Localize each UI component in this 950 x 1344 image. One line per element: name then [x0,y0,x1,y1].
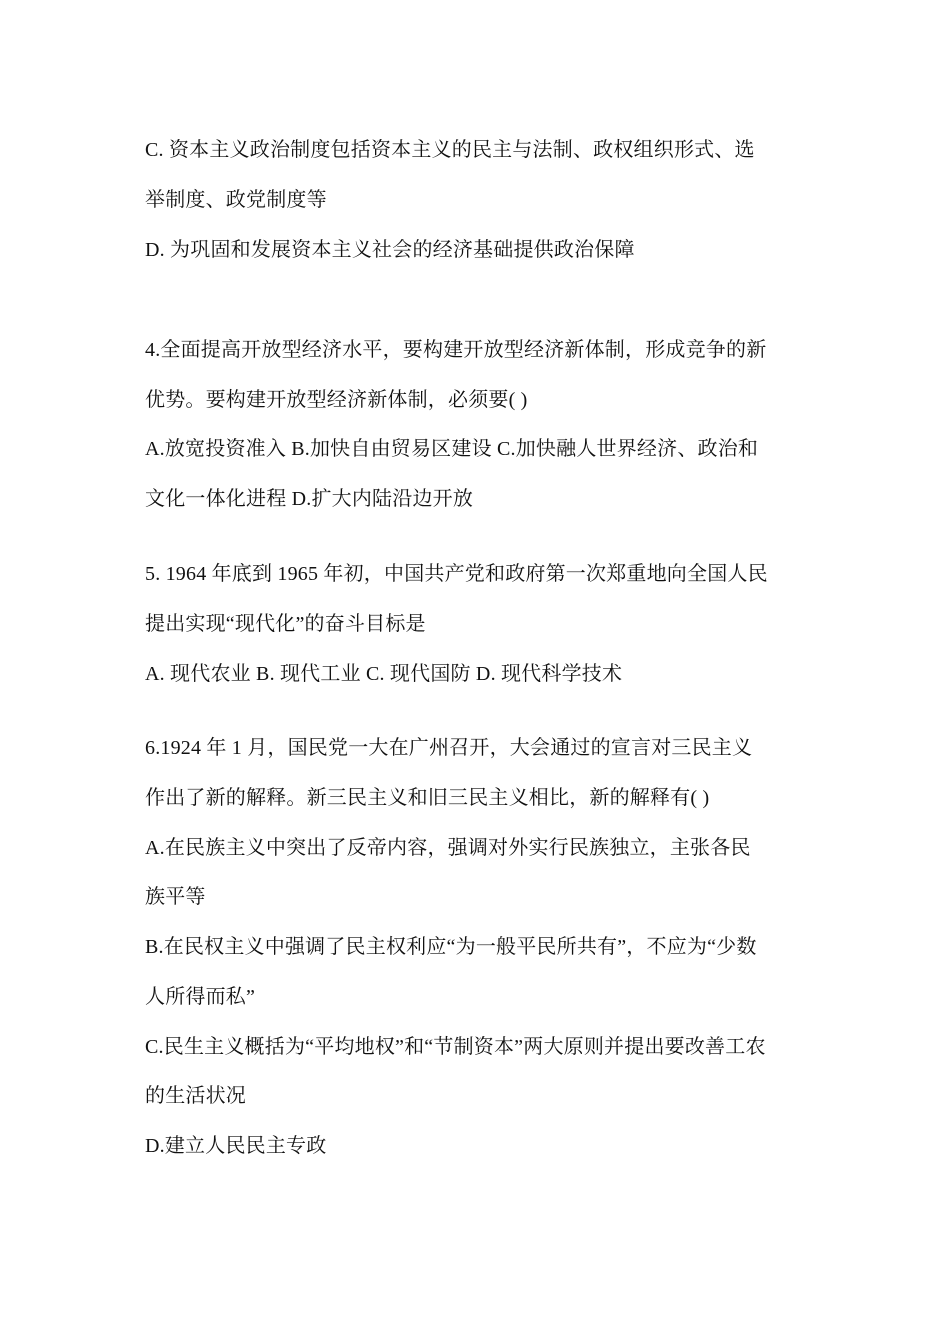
q6-option-c-line-1: C.民生主义概括为“平均地权”和“节制资本”两大原则并提出要改善工农 [145,1036,766,1058]
q5-stem-line-1: 5. 1964 年底到 1965 年初，中国共产党和政府第一次郑重地向全国人民 [145,563,768,585]
q6-option-a-line-1: A.在民族主义中突出了反帝内容，强调对外实行民族独立，主张各民 [145,837,751,859]
q6-stem-line-1: 6.1924 年 1 月，国民党一大在广州召开，大会通过的宣言对三民主义 [145,737,753,759]
q4-stem-line-1: 4.全面提高开放型经济水平，要构建开放型经济新体制，形成竞争的新 [145,339,767,361]
q5-options: A. 现代农业 B. 现代工业 C. 现代国防 D. 现代科学技术 [145,663,623,685]
q6-option-a-line-2: 族平等 [145,886,206,908]
q3-option-c-line-2: 举制度、政党制度等 [145,189,327,211]
q4-options-line-2: 文化一体化进程 D.扩大内陆沿边开放 [145,488,474,510]
q3-option-d: D. 为巩固和发展资本主义社会的经济基础提供政治保障 [145,239,635,261]
q6-option-b-line-1: B.在民权主义中强调了民主权利应“为一般平民所共有”，不应为“少数 [145,936,757,958]
q4-stem-line-2: 优势。要构建开放型经济新体制，必须要( ) [145,389,528,411]
q4-options-line-1: A.放宽投资准入 B.加快自由贸易区建设 C.加快融人世界经济、政治和 [145,438,759,460]
q3-option-c-line-1: C. 资本主义政治制度包括资本主义的民主与法制、政权组织形式、选 [145,139,755,161]
q6-option-d: D.建立人民民主专政 [145,1135,327,1157]
q6-stem-line-2: 作出了新的解释。新三民主义和旧三民主义相比，新的解释有( ) [145,787,710,809]
q5-stem-line-2: 提出实现“现代化”的奋斗目标是 [145,613,426,635]
q6-option-b-line-2: 人所得而私” [145,986,256,1008]
q6-option-c-line-2: 的生活状况 [145,1085,246,1107]
